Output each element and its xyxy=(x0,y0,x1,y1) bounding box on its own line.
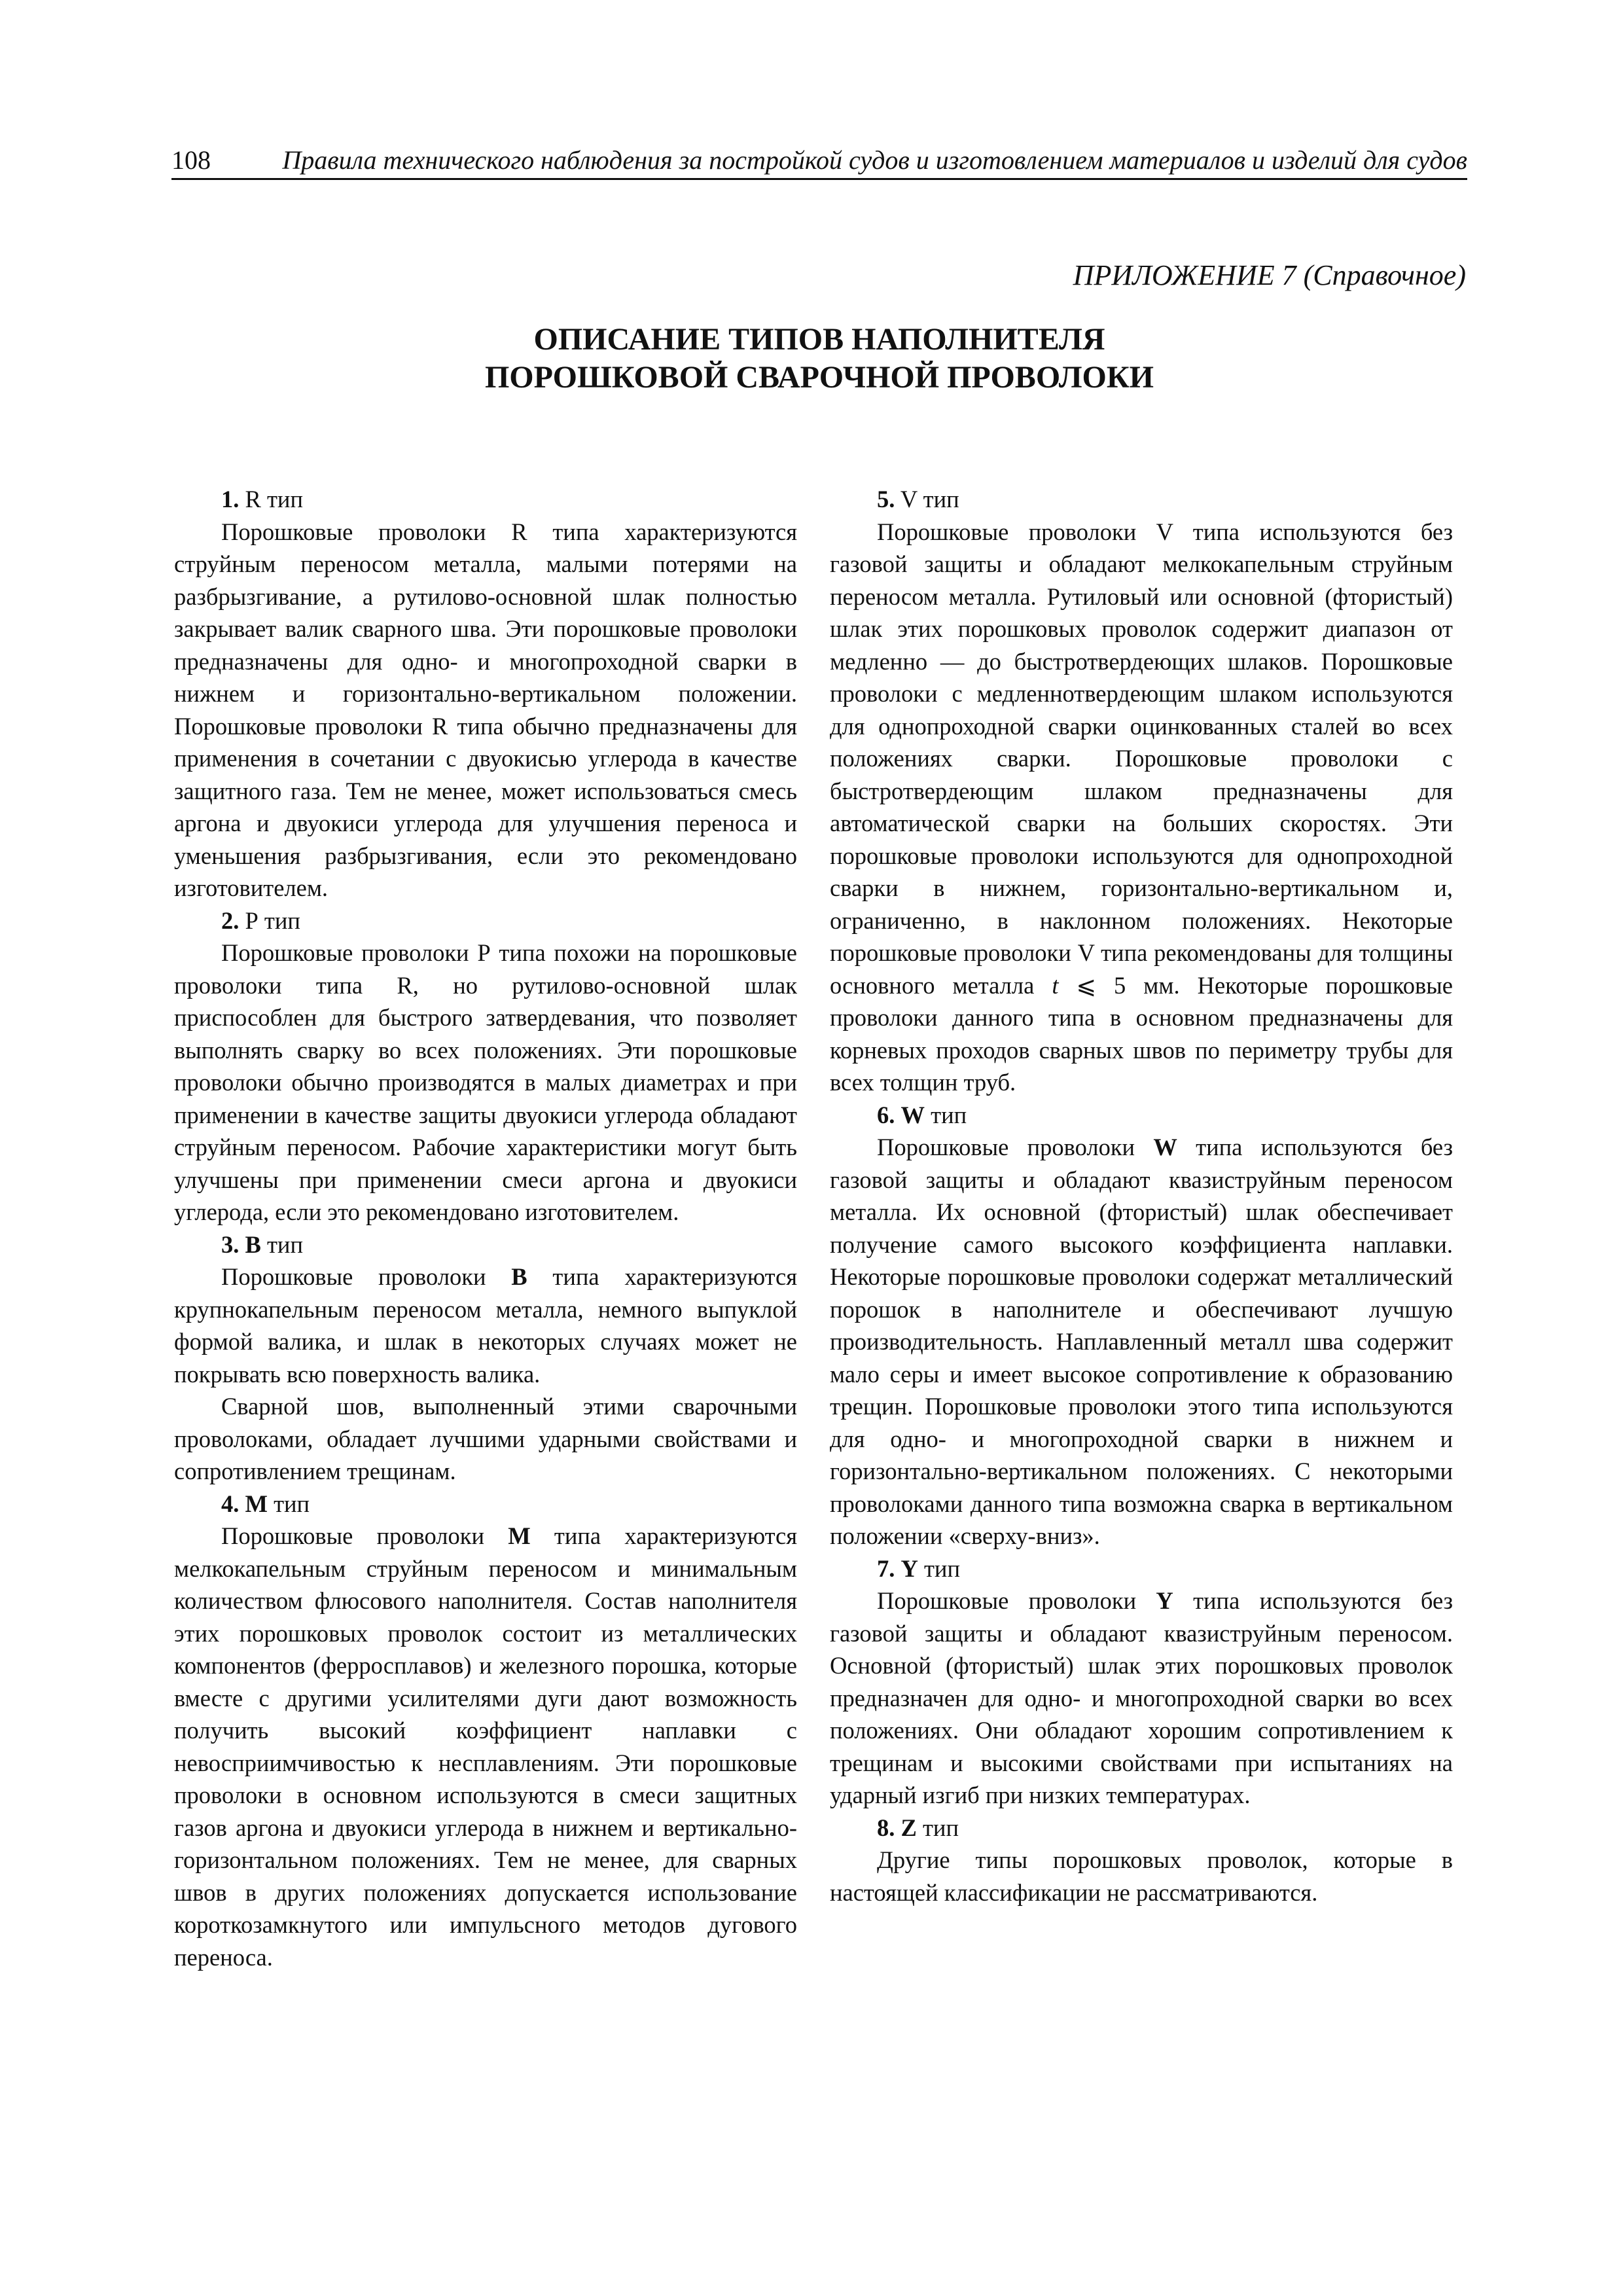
thickness-limit: ⩽ 5 мм. xyxy=(1076,971,1180,999)
section-heading-y xyxy=(830,1552,1453,1585)
section-type: R тип xyxy=(245,486,303,512)
section-heading-w xyxy=(830,1099,1453,1132)
appendix-label: ПРИЛОЖЕНИЕ 7 (Справочное) xyxy=(1073,259,1466,291)
document-title xyxy=(171,321,1467,397)
text-run: Порошковые проволоки V типа используются без газовой защиты и обладают мелкокапельным струйным переносом металла. Рутиловый или основной (фтористый) шлак этих порошковых проволок содержит диапазон от медленно — до быстротвердеющих шлаков. Порошковые проволоки с медленнотвердеющим шлаком используются для однопроходной сварки оцинкованных сталей во всех положениях сварки. Порошковые проволоки с быстротвердеющим шлаком предназначены для автоматической сварки на больших скоростях. Эти порошковые проволоки используются для однопроходной сварки в нижнем, горизонтально-вертикальном и, ограниченно, в наклонном положениях. Некоторые порошковые проволоки V типа рекомендованы для толщины основного металла xyxy=(830,518,1453,999)
section-heading-p xyxy=(174,905,797,937)
section-type: тип xyxy=(923,1554,961,1582)
type-letter: Y xyxy=(1156,1587,1173,1614)
section-number: 6. xyxy=(877,1101,895,1128)
section-heading-v xyxy=(830,483,1453,516)
text-run: типа характеризуются крупнокапельным переносом металла, немного выпуклой формой валика, и шлак в некоторых случаях может не покрывать всю поверхность валика. xyxy=(174,1263,797,1388)
section-text-p: Порошковые проволоки Р типа похожи на порошковые проволоки типа R, но рутилово-основной шлак приспособлен для быстрого затвердевания, что позволяет выполнять сварку во всех положениях. Эти порошковые проволоки обычно производятся в малых диаметрах и при применении в качестве защиты двуокиси углерода обладают струйным переносом. Рабочие характеристики могут быть улучшены при применении смеси аргона и двуокиси углерода, если это рекомендовано изготовителем. xyxy=(174,939,797,1225)
section-text-b-2: Сварной шов, выполненный этими сварочными проволоками, обладает лучшими ударными свойствами и сопротивлением трещинам. xyxy=(174,1393,797,1484)
section-text-y xyxy=(830,1585,1453,1812)
text-run: типа используются без газовой защиты и обладают квазиструйным переносом металла. Их основной (фтористый) шлак обеспечивает получение самого высокого коэффициента наплавки. Некоторые порошковые проволоки содержат металлический порошок в наполнителе и обеспечивают лучшую производительность. Наплавленный металл шва содержит мало серы и имеет высокое сопротивление к образованию трещин. Порошковые проволоки этого типа используются для одно- и многопроходной сварки в нижнем и горизонтально-вертикальном положениях. С некоторыми проволоками данного типа возможна сварка в вертикальном положении «сверху-вниз». xyxy=(830,1134,1453,1549)
section-type: V тип xyxy=(900,486,959,512)
section-letter: B xyxy=(245,1230,261,1258)
text-run: типа характеризуются мелкокапельным струйным переносом и минимальным количеством флюсового наполнителя. Состав наполнителя этих порошковых проволок состоит из металлических компонентов (ферросплавов) и железного порошка, которые вместе с другими усилителями дуги дают возможность получить высокий коэффициент наплавки с невосприимчивостью к несплавлениям. Эти порошковые проволоки в основном используются в смеси защитных газов аргона и двуокиси углерода в нижнем и вертикально-горизонтальном положениях. Тем не менее, для сварных швов в других положениях допускается использование короткозамкнутого или импульсного методов дугового переноса. xyxy=(174,1522,797,1971)
section-heading-z xyxy=(830,1812,1453,1844)
section-number: 5. xyxy=(877,486,895,512)
section-type: Р тип xyxy=(245,906,300,934)
section-type: тип xyxy=(266,1230,304,1258)
section-letter: W xyxy=(901,1101,925,1128)
type-letter: M xyxy=(508,1522,531,1549)
section-number: 2. xyxy=(221,906,240,934)
section-number: 3. xyxy=(221,1230,240,1258)
section-number: 7. xyxy=(877,1554,895,1582)
title-line-2: ПОРОШКОВОЙ СВАРОЧНОЙ ПРОВОЛОКИ xyxy=(484,360,1154,395)
section-text-w xyxy=(830,1131,1453,1552)
section-number: 4. xyxy=(221,1490,240,1517)
section-type: тип xyxy=(931,1101,967,1128)
thickness-symbol: t xyxy=(1052,971,1059,999)
page-number: 108 xyxy=(171,145,211,175)
section-text-r: Порошковые проволоки R типа характеризуются струйным переносом металла, малыми потерями на разбрызгивание, а рутилово-основной шлак полностью закрывает валик сварного шва. Эти порошковые проволоки предназначены для одно- и многопроходной сварки в нижнем и горизонтально-вертикальном положении. Порошковые проволоки R типа обычно предназначены для применения в сочетании с двуокисью углерода в качестве защитного газа. Тем не менее, может использоваться смесь аргона и двуокиси углерода для улучшения переноса и уменьшения разбрызгивания, если это рекомендовано изготовителем. xyxy=(174,518,797,901)
text-run: Порошковые проволоки xyxy=(221,1522,485,1549)
section-number: 8. xyxy=(877,1814,895,1841)
text-run: Порошковые проволоки xyxy=(877,1587,1137,1614)
section-heading-b xyxy=(174,1229,797,1261)
text-run: типа используются без газовой защиты и обладают квазиструйным переносом. Основной (фтористый) шлак этих порошковых проволок предназначен для одно- и многопроходной сварки во всех положениях. Они обладают хорошим сопротивлением к трещинам и высокими свойствами при испытаниях на ударный изгиб при низких температурах. xyxy=(830,1587,1454,1808)
text-run: Некоторые порошковые проволоки данного типа в основном предназначены для корневых проходов сварных швов по периметру трубы для всех толщин труб. xyxy=(830,971,1453,1096)
section-heading-r xyxy=(174,483,797,516)
section-type: тип xyxy=(922,1814,959,1841)
section-text-b xyxy=(174,1261,797,1390)
text-run: Порошковые проволоки xyxy=(877,1134,1135,1160)
section-text-v xyxy=(830,516,1453,1099)
section-text-m xyxy=(174,1520,797,1973)
section-heading-m xyxy=(174,1488,797,1520)
left-column xyxy=(174,483,797,1973)
section-text-z: Другие типы порошковых проволок, которые в настоящей классификации не рассматриваются. xyxy=(830,1846,1453,1906)
section-letter: Y xyxy=(901,1554,918,1582)
right-column xyxy=(830,483,1453,1909)
section-letter: Z xyxy=(901,1814,917,1841)
page-header xyxy=(171,143,1467,180)
type-letter: B xyxy=(511,1263,527,1290)
section-type: тип xyxy=(274,1490,310,1517)
type-letter: W xyxy=(1153,1134,1177,1160)
section-letter: M xyxy=(245,1490,268,1517)
text-run: Порошковые проволоки xyxy=(221,1263,486,1290)
section-number: 1. xyxy=(221,486,240,512)
running-title: Правила технического наблюдения за постройкой судов и изготовлением материалов и изделий для судов xyxy=(282,145,1467,175)
title-line-1: ОПИСАНИЕ ТИПОВ НАПОЛНИТЕЛЯ xyxy=(533,322,1105,357)
